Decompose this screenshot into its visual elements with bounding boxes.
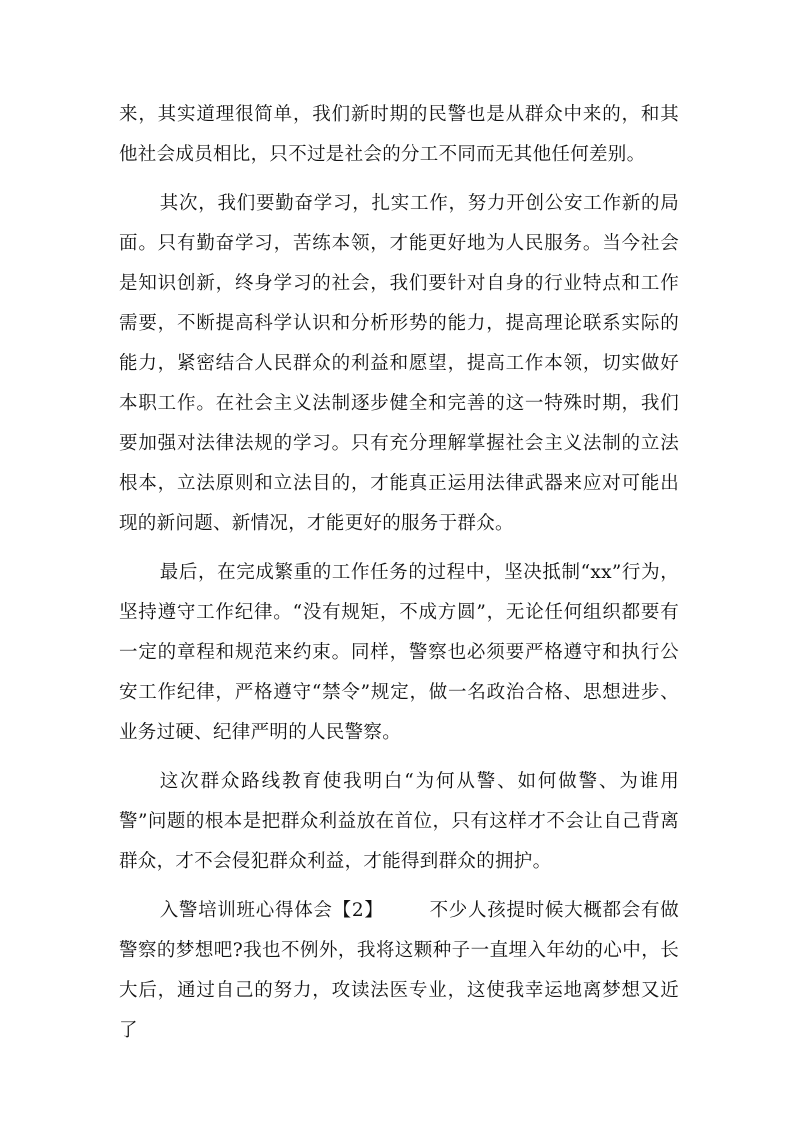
body-text: [119, 95, 679, 1060]
paragraph-5-body: 不少人孩提时候大概都会有做警察的梦想吧?我也不例外，我将这颗种子一直埋入年幼的心中，长大后，通过自己的努力，攻读法医专业，这使我幸运地离梦想又近了: [119, 900, 679, 1041]
paragraph-4: 这次群众路线教育使我明白“为何从警、如何做警、为谁用警”问题的根本是把群众利益放在首位，只有这样才不会让自己背离群众，才不会侵犯群众利益，才能得到群众的拥护。: [119, 771, 679, 872]
paragraph-3: 最后，在完成繁重的工作任务的过程中，坚决抵制“xx”行为，坚持遵守工作纪律。“没有规矩，不成方圆”，无论任何组织都要有一定的章程和规范来约束。同样，警察也必须要严格遵守和执行公安工作纪律，严格遵守“禁令”规定，做一名政治合格、思想进步、业务过硬、纪律严明的人民警察。: [119, 562, 679, 743]
paragraph-2: 其次，我们要勤奋学习，扎实工作，努力开创公安工作新的局面。只有勤奋学习，苦练本领，才能更好地为人民服务。当今社会是知识创新，终身学习的社会，我们要针对自身的行业特点和工作需要，不断提高科学认识和分析形势的能力，提高理论联系实际的能力，紧密结合人民群众的利益和愿望，提高工作本领，切实做好本职工作。在社会主义法制逐步健全和完善的这一特殊时期，我们要加强对法律法规的学习。只有充分理解掌握社会主义法制的立法根本，立法原则和立法目的，才能真正运用法律武器来应对可能出现的新问题、新情况，才能更好的服务于群众。: [119, 193, 679, 534]
paragraph-5: [119, 891, 679, 1051]
section-heading: 入警培训班心得体会【2】: [159, 900, 384, 921]
paragraph-1: 来，其实道理很简单，我们新时期的民警也是从群众中来的，和其他社会成员相比，只不过是社会的分工不同而无其他任何差别。: [119, 104, 679, 165]
